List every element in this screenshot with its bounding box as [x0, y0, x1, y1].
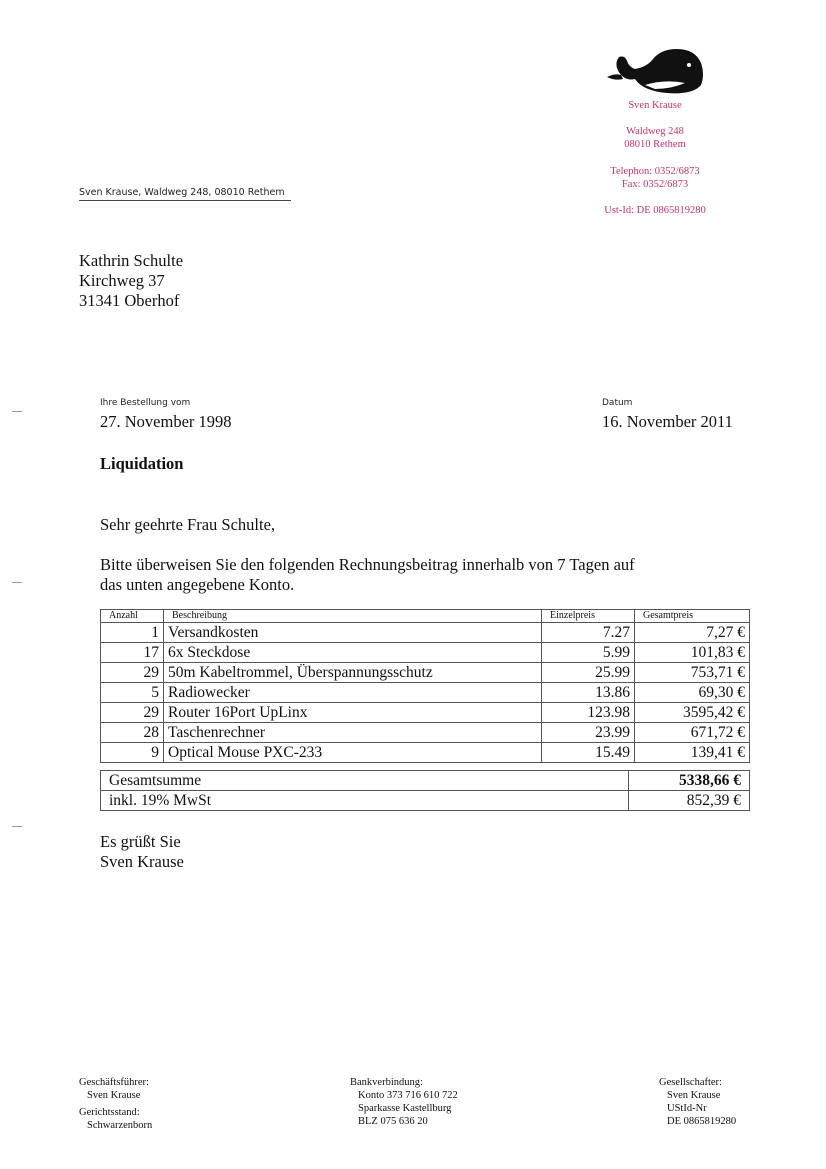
row-total-price: 671,72 €: [635, 723, 750, 743]
row-description: Versandkosten: [164, 623, 542, 643]
table-header-row: [101, 610, 750, 623]
table-row: [101, 643, 750, 663]
body-text-line2: das unten angegebene Konto.: [100, 575, 295, 594]
recipient-street: Kirchweg 37: [79, 271, 165, 290]
row-description: 6x Steckdose: [164, 643, 542, 663]
footer-bank-name: Sparkasse Kastellburg: [358, 1103, 452, 1114]
table-row: [101, 743, 750, 763]
fold-mark: [12, 411, 22, 412]
total-label: Gesamtsumme: [101, 771, 629, 791]
row-quantity: 9: [101, 743, 164, 763]
row-total-price: 69,30 €: [635, 683, 750, 703]
footer-manager-label: Geschäftsführer:: [79, 1077, 149, 1088]
row-description: Router 16Port UpLinx: [164, 703, 542, 723]
order-date-value: 27. November 1998: [100, 412, 232, 431]
date-label: Datum: [602, 398, 633, 408]
letterhead-fax: Fax: 0352/6873: [621, 179, 689, 190]
order-date-label: Ihre Bestellung vom: [100, 398, 191, 408]
row-unit-price: 15.49: [542, 743, 635, 763]
salutation: Sehr geehrte Frau Schulte,: [100, 515, 276, 534]
row-total-price: 139,41 €: [635, 743, 750, 763]
header-total-price: Gesamtpreis: [635, 610, 750, 623]
row-total-price: 753,71 €: [635, 663, 750, 683]
total-row: [101, 771, 750, 791]
footer-management: [79, 1076, 152, 1132]
vat-label: inkl. 19% MwSt: [101, 791, 629, 811]
row-description: Optical Mouse PXC-233: [164, 743, 542, 763]
whale-icon: [605, 45, 705, 97]
return-address: Sven Krause, Waldweg 248, 08010 Rethem: [79, 187, 291, 201]
row-total-price: 7,27 €: [635, 623, 750, 643]
letterhead-street: Waldweg 248: [626, 126, 684, 137]
vat-value: 852,39 €: [629, 791, 750, 811]
totals-table: [100, 770, 750, 811]
footer-jurisdiction-value: Schwarzenborn: [87, 1120, 153, 1131]
table-row: [101, 623, 750, 643]
subject-line: Liquidation: [100, 454, 184, 473]
footer-bank-code: BLZ 075 636 20: [358, 1116, 428, 1127]
footer-ustid-label: UStId-Nr: [667, 1103, 707, 1114]
closing-greeting: Es grüßt Sie: [100, 832, 181, 851]
table-row: [101, 683, 750, 703]
recipient-city: 31341 Oberhof: [79, 291, 180, 310]
row-total-price: 101,83 €: [635, 643, 750, 663]
footer-jurisdiction-label: Gerichtsstand:: [79, 1107, 140, 1118]
footer-bank-account: Konto 373 716 610 722: [358, 1090, 458, 1101]
row-unit-price: 123.98: [542, 703, 635, 723]
row-unit-price: 7.27: [542, 623, 635, 643]
footer-partners: [659, 1076, 736, 1128]
letterhead-name: Sven Krause: [628, 100, 682, 111]
row-quantity: 29: [101, 663, 164, 683]
row-total-price: 3595,42 €: [635, 703, 750, 723]
row-unit-price: 13.86: [542, 683, 635, 703]
header-quantity: Anzahl: [101, 610, 164, 623]
row-description: 50m Kabeltrommel, Überspannungsschutz: [164, 663, 542, 683]
row-description: Radiowecker: [164, 683, 542, 703]
row-quantity: 29: [101, 703, 164, 723]
row-unit-price: 23.99: [542, 723, 635, 743]
footer-partner-label: Gesellschafter:: [659, 1077, 722, 1088]
table-row: [101, 703, 750, 723]
recipient-name: Kathrin Schulte: [79, 251, 184, 270]
letterhead-vat-id: Ust-Id: DE 0865819280: [604, 205, 706, 216]
total-value: 5338,66 €: [629, 771, 750, 791]
row-unit-price: 25.99: [542, 663, 635, 683]
table-row: [101, 663, 750, 683]
row-quantity: 5: [101, 683, 164, 703]
row-unit-price: 5.99: [542, 643, 635, 663]
closing-signature: Sven Krause: [100, 852, 184, 871]
invoice-table: [100, 609, 750, 763]
vat-row: [101, 791, 750, 811]
row-quantity: 28: [101, 723, 164, 743]
footer-bank-label: Bankverbindung:: [350, 1077, 423, 1088]
table-row: [101, 723, 750, 743]
footer-bank: [350, 1076, 458, 1128]
header-unit-price: Einzelpreis: [542, 610, 635, 623]
fold-mark: [12, 582, 22, 583]
date-value: 16. November 2011: [602, 412, 733, 431]
footer-manager-name: Sven Krause: [87, 1090, 141, 1101]
footer-ustid-value: DE 0865819280: [667, 1116, 737, 1127]
letterhead-phone: Telephon: 0352/6873: [610, 166, 700, 177]
fold-mark: [12, 826, 22, 827]
body-text-line1: Bitte überweisen Sie den folgenden Rechnungsbeitrag innerhalb von 7 Tagen auf: [100, 555, 635, 574]
header-description: Beschreibung: [164, 610, 542, 623]
row-quantity: 1: [101, 623, 164, 643]
footer-partner-name: Sven Krause: [667, 1090, 721, 1101]
row-description: Taschenrechner: [164, 723, 542, 743]
row-quantity: 17: [101, 643, 164, 663]
letterhead-city: 08010 Rethem: [624, 139, 686, 150]
